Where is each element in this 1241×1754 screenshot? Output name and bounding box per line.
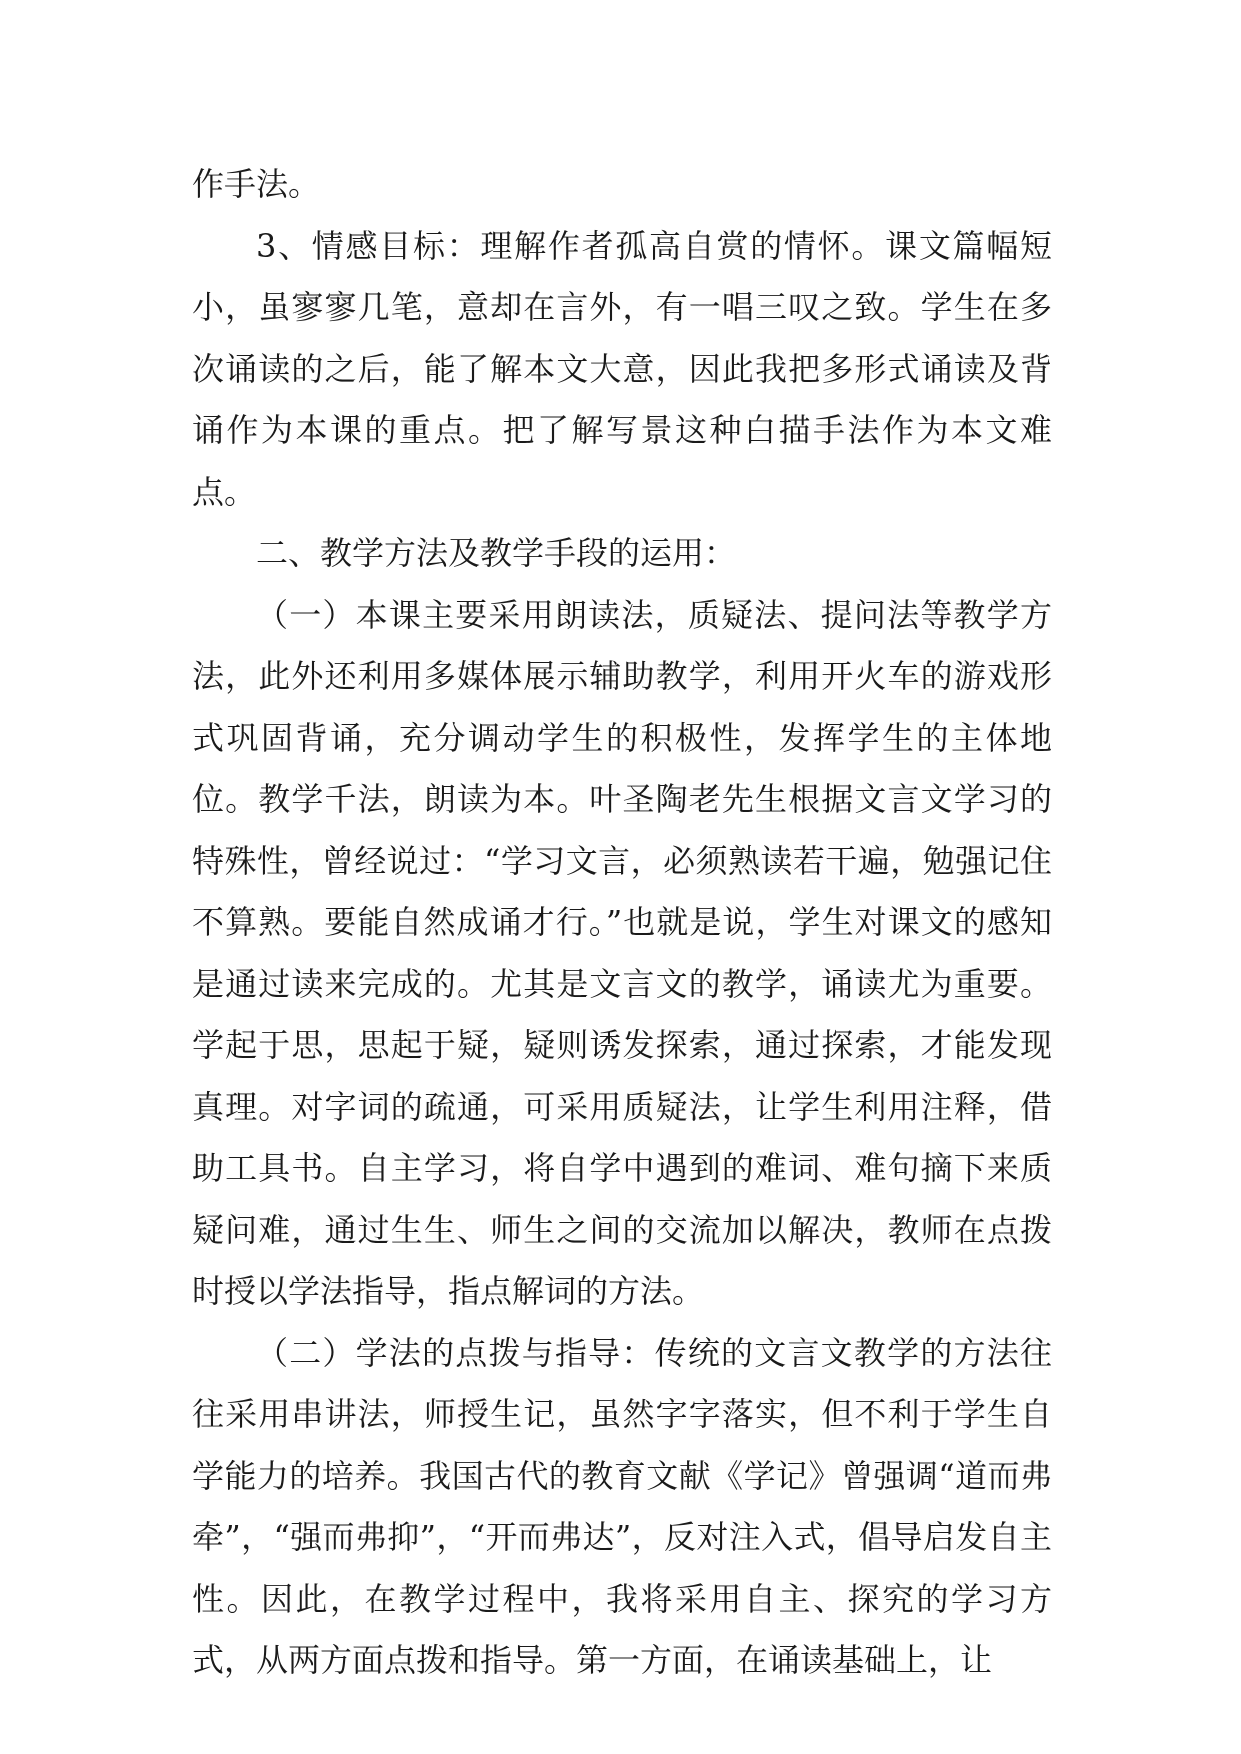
section-heading-methods: 二、教学方法及教学手段的运用：: [256, 534, 737, 572]
paragraph-emotion-goal: 3、情感目标：理解作者孤高自赏的情怀。课文篇幅短小，虽寥寥几笔，意却在言外，有一唱三叹之致。学生在多次诵读的之后，能了解本文大意，因此我把多形式诵读及背诵作为本课的重点。把了解写景这种白描手法作为本文难点。: [192, 226, 1052, 511]
paragraph-methods-two: （二）学法的点拨与指导：传统的文言文教学的方法往往采用串讲法，师授生记，虽然字字落实，但不利于学生自学能力的培养。我国古代的教育文献《学记》曾强调“道而弗牵”，“强而弗抑”，“开而弗达”，反对注入式，倡导启发自主性。因此，在教学过程中，我将采用自主、探究的学习方式，从两方面点拨和指导。第一方面，在诵读基础上，让: [192, 1333, 1052, 1679]
paragraph-methods-one: （一）本课主要采用朗读法，质疑法、提问法等教学方法，此外还利用多媒体展示辅助教学，利用开火车的游戏形式巩固背诵，充分调动学生的积极性，发挥学生的主体地位。教学千法，朗读为本。叶圣陶老先生根据文言文学习的特殊性，曾经说过：“学习文言，必须熟读若干遍，勉强记住不算熟。要能自然成诵才行。”也就是说，学生对课文的感知是通过读来完成的。尤其是文言文的教学，诵读尤为重要。学起于思，思起于疑，疑则诱发探索，通过探索，才能发现真理。对字词的疏通，可采用质疑法，让学生利用注释，借助工具书。自主学习，将自学中遇到的难词、难句摘下来质疑问难，通过生生、师生之间的交流加以解决，教师在点拨时授以学法指导，指点解词的方法。: [192, 595, 1052, 1310]
paragraph-continuation: 作手法。: [192, 165, 321, 203]
body-text: [192, 154, 1052, 1692]
